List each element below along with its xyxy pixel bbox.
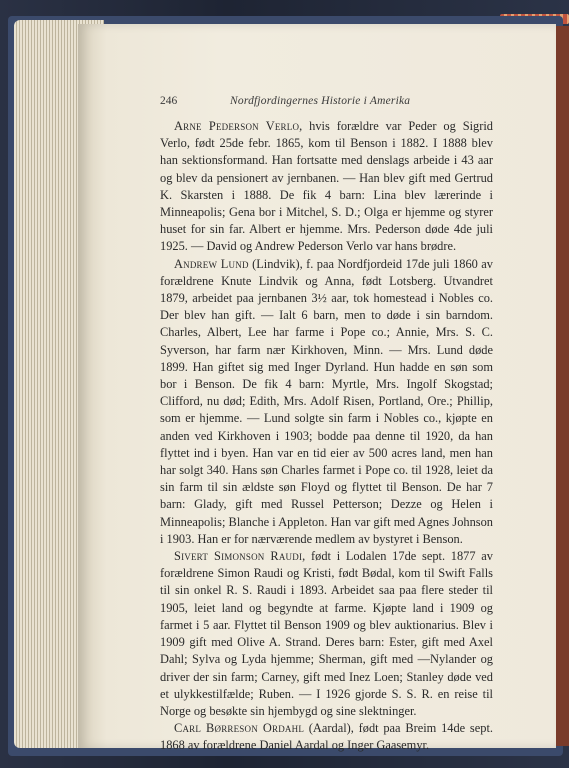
running-title: Nordfjordingernes Historie i Amerika xyxy=(230,95,411,107)
book-edge-right xyxy=(556,26,569,746)
entry-text: , hvis forældre var Peder og Sigrid Verlo, født 25de febr. 1865, kom til Benson i 1882. I 1888 blev han sektionsformand. Han fortsatte med denslags arbeide i 43 aar og blev da pensionert av jernbanen. — Han blev gift med Gertrud K. Skarsten i 1888. De fik 4 barn: Lina blev lærerinde i Minneapolis; Gena bor i Mitchel, S. D.; Olga er hjemme og styrer huset for sin far. Albert er hjemme. Mrs. Pederson døde 4de juli 1925. — David og Andrew Pederson Verlo var hans brødre. xyxy=(160,119,494,254)
page-header xyxy=(160,95,460,111)
entry-name: Andrew Lund xyxy=(174,256,249,271)
entry-paragraph xyxy=(160,118,493,256)
entry-name: Sivert Simonson Raudi xyxy=(174,549,303,564)
page-body xyxy=(160,118,493,755)
entry-text: (Aardal), født paa Breim 14de sept. 1868 av forældrene Daniel Aardal og Inger Gaasemyr. xyxy=(160,721,493,753)
page-number: 246 xyxy=(160,95,178,107)
entry-name: Arne Pederson Verlo xyxy=(174,119,300,133)
entry-name: Carl Børreson Ordahl xyxy=(174,721,305,736)
entry-text: (Lindvik), f. paa Nordfjordeid 17de juli 1860 av forældrene Knute Lindvik og Anna, født Lotsberg. Utvandret 1879, arbeidet paa jernbanen 3½ aar, tok homestead i Nobles co. Der blev han gift. — Ialt 6 barn, men to døde i sin barndom. Charles, Albert, Lee har farme i Pope co.; Annie, Mrs. S. C. Syverson, har farm nær Kirkhoven, Minn. — Mrs. Lund døde 1899. Han giftet sig med Inger Dyrland. Hun hadde en søn som bor i Benson. De fik 4 barn: Myrtle, Mrs. Ingolf Skogstad; Clifford, nu død; Edith, Mrs. Adolf Risen, Portland, Ore.; Phillip, som er hjemme. — Lund solgte sin farm i Nobles co., kjøpte en anden ved Kirkhoven i 1903; bodde paa denne til 1920, da han flyttet ind i byen. Han var en tid eier av 500 acres land, men han har solgt 340. Hans søn Charles farmet i Pope co. til 1928, leiet da sin farm til sin ældste søn Floyd og flyttet til Benson. De har 7 barn: Glady, gift med Russel Petterson; Dezze og Helen i Minneapolis; Blanche i Appleton. Han var gift med Agnes Johnson i 1903. Han er for nærværende medlem av bystyret i Benson. xyxy=(160,256,493,546)
entry-text: , født i Lodalen 17de sept. 1877 av forældrene Simon Raudi og Kristi, født Bødal, kom til Swift Falls til sin onkel R. S. Raudi i 1893. Arbeidet saa paa flere steder til 1905, leiet land og begyndte at farme. Kjøpte land i 1909 og farmet i 5 aar. Flyttet til Benson 1909 og blev auktionarius. Blev i 1909 gift med Olive A. Strand. Deres barn: Ester, gift med Axel Dahl; Sylva og Lyda hjemme; Sherman, gift med —Nylander og driver der sin farm; Carney, gift med Inez Loen; Stanley døde ved et ulykkestilfælde; Ruben. — I 1926 gjorde S. S. R. en reise til Norge og besøkte sin hjembygd og sine slektninger. xyxy=(160,549,493,718)
entry-paragraph xyxy=(160,548,493,720)
entry-paragraph xyxy=(160,256,493,548)
entry-paragraph xyxy=(160,720,493,754)
